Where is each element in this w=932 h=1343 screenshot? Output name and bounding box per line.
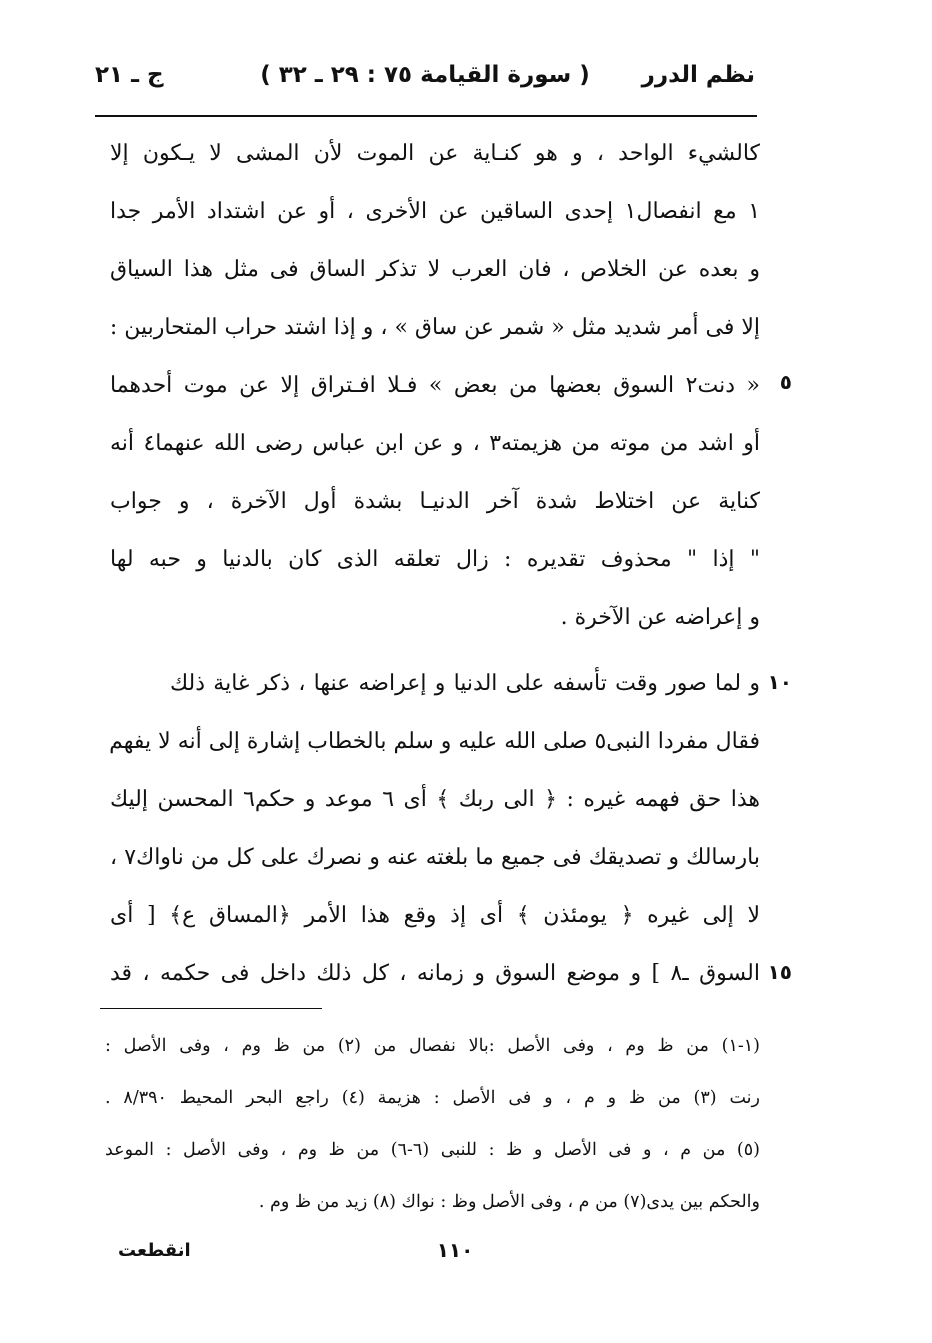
footnote-rule	[100, 1008, 322, 1009]
text-line: " إذا " محذوف تقديره : زال تعلقه الذى كان بالدنيا و حبه لها	[110, 547, 760, 572]
running-header	[95, 62, 755, 102]
text-line: كالشيء الواحد ، و هو كنـاية عن الموت لأن المشى لا يـكون إلا	[110, 141, 760, 166]
text-line: إلا فى أمر شديد مثل « شمر عن ساق » ، و إذا اشتد حراب المتحاربين :	[109, 315, 760, 340]
text-line: و لما صور وقت تأسفه على الدنيا و إعراضه عنها ، ذكر غاية ذلك	[170, 671, 760, 696]
text-line: السوق ـ٨ ] و موضع السوق و زمانه ، كل ذلك داخل فى حكمه ، قد	[110, 961, 760, 986]
text-line: فقال مفردا النبى٥ صلى الله عليه و سلم بالخطاب إشارة إلى أنه لا يفهم	[109, 729, 760, 754]
text-line: ١ مع انفصال١ إحدى الساقين عن الأخرى ، أو عن اشتداد الأمر جدا	[110, 199, 761, 224]
text-line: « دنت٢ السوق بعضها من بعض » فـلا افـتراق إلا عن موت أحدهما	[110, 373, 760, 398]
line-number-5: ٥	[779, 370, 792, 394]
book-title: نظم الدرر	[641, 62, 755, 88]
text-line: لا إلى غيره ﴿ يومئذن ﴾ أى إذ وقع هذا الأمر ﴿المساق ع﴾ [ أى	[110, 903, 760, 928]
text-line: و بعده عن الخلاص ، فان العرب لا تذكر الساق فى مثل هذا السياق	[110, 257, 760, 282]
header-rule	[95, 115, 757, 117]
footnote-line: والحكم بين يدى(٧) من م ، وفى الأصل وظ : نواك (٨) زيد من ظ وم .	[258, 1192, 760, 1212]
text-line: و إعراضه عن الآخرة .	[560, 605, 760, 630]
text-line: كناية عن اختلاط شدة آخر الدنيـا بشدة أول الآخرة ، و جواب	[110, 489, 760, 514]
footnote-line: (٥) من م ، و فى الأصل و ظ : للنبى (٦-٦) من ظ وم ، وفى الأصل : الموعد	[105, 1140, 760, 1160]
catchword: انقطعت	[118, 1240, 191, 1261]
footnote-line: (١-١) من ظ وم ، وفى الأصل :بالا نفصال من (٢) من ظ وم ، وفى الأصل :	[105, 1036, 760, 1056]
volume-number: ج ـ ٢١	[95, 62, 164, 88]
page-number: ١١٠	[436, 1238, 474, 1262]
line-number-15: ١٥	[767, 960, 792, 984]
text-line: بارسالك و تصديقك فى جميع ما بلغته عنه و نصرك على كل من ناواك٧ ،	[110, 845, 760, 870]
text-line: أو اشد من موته من هزيمته٣ ، و عن ابن عباس رضى الله عنهما٤ أنه	[110, 431, 760, 456]
text-line: هذا حق فهمه غيره : ﴿ الى ربك ﴾ أى ٦ موعد و حكم٦ المحسن إليك	[110, 787, 761, 812]
line-number-10: ١٠	[767, 670, 792, 694]
surah-reference: ( سورة القيامة ٧٥ : ٢٩ ـ ٣٢ )	[260, 62, 590, 88]
footnote-line: رنت (٣) من ظ و م ، و فى الأصل : هزيمة (٤) راجع البحر المحيط ٨/٣٩٠ .	[105, 1088, 760, 1108]
